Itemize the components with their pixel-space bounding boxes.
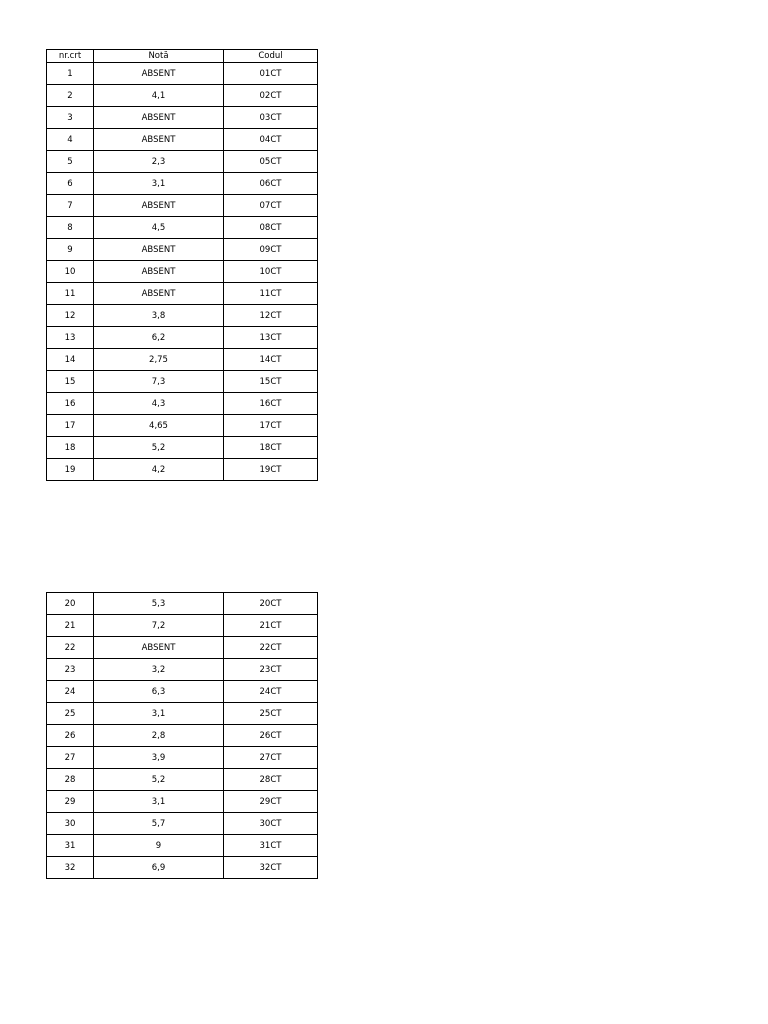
cell-codul: 14CT: [224, 349, 318, 371]
cell-codul: 15CT: [224, 371, 318, 393]
grades-table-1: [46, 49, 318, 481]
cell-codul: 06CT: [224, 173, 318, 195]
cell-codul: 03CT: [224, 107, 318, 129]
cell-codul: 10CT: [224, 261, 318, 283]
table-row: [47, 615, 318, 637]
header-codul: Codul: [224, 50, 318, 63]
cell-nr-crt: 30: [47, 813, 94, 835]
cell-nota: 7,2: [94, 615, 224, 637]
table-row: [47, 769, 318, 791]
cell-nr-crt: 11: [47, 283, 94, 305]
table-row: [47, 261, 318, 283]
cell-nota: ABSENT: [94, 261, 224, 283]
table-row: [47, 703, 318, 725]
cell-nr-crt: 7: [47, 195, 94, 217]
cell-codul: 13CT: [224, 327, 318, 349]
table-row: [47, 659, 318, 681]
cell-codul: 28CT: [224, 769, 318, 791]
table-row: [47, 349, 318, 371]
cell-nota: 5,7: [94, 813, 224, 835]
cell-nr-crt: 15: [47, 371, 94, 393]
cell-nr-crt: 1: [47, 63, 94, 85]
cell-codul: 25CT: [224, 703, 318, 725]
cell-codul: 09CT: [224, 239, 318, 261]
table-row: [47, 835, 318, 857]
table-row: [47, 327, 318, 349]
table-row: [47, 813, 318, 835]
header-nr-crt: nr.crt: [47, 50, 94, 63]
cell-nota: 6,9: [94, 857, 224, 879]
cell-nr-crt: 18: [47, 437, 94, 459]
table-row: [47, 129, 318, 151]
cell-nr-crt: 3: [47, 107, 94, 129]
table-row: [47, 85, 318, 107]
cell-nota: ABSENT: [94, 107, 224, 129]
table-row: [47, 305, 318, 327]
cell-codul: 31CT: [224, 835, 318, 857]
cell-codul: 02CT: [224, 85, 318, 107]
cell-nr-crt: 8: [47, 217, 94, 239]
cell-nota: 4,1: [94, 85, 224, 107]
cell-codul: 12CT: [224, 305, 318, 327]
cell-nota: 3,2: [94, 659, 224, 681]
cell-nr-crt: 32: [47, 857, 94, 879]
cell-codul: 07CT: [224, 195, 318, 217]
cell-nota: ABSENT: [94, 637, 224, 659]
cell-nr-crt: 22: [47, 637, 94, 659]
table-row: [47, 107, 318, 129]
cell-codul: 01CT: [224, 63, 318, 85]
cell-nr-crt: 16: [47, 393, 94, 415]
cell-nota: 2,3: [94, 151, 224, 173]
cell-codul: 08CT: [224, 217, 318, 239]
cell-nr-crt: 20: [47, 593, 94, 615]
cell-nota: 3,8: [94, 305, 224, 327]
table-row: [47, 283, 318, 305]
cell-nota: 7,3: [94, 371, 224, 393]
cell-nr-crt: 4: [47, 129, 94, 151]
cell-codul: 04CT: [224, 129, 318, 151]
cell-nota: ABSENT: [94, 195, 224, 217]
cell-codul: 19CT: [224, 459, 318, 481]
cell-nota: 3,1: [94, 703, 224, 725]
cell-nota: 4,5: [94, 217, 224, 239]
cell-nr-crt: 21: [47, 615, 94, 637]
cell-codul: 22CT: [224, 637, 318, 659]
cell-codul: 20CT: [224, 593, 318, 615]
cell-nota: 6,3: [94, 681, 224, 703]
cell-nota: 5,3: [94, 593, 224, 615]
cell-nr-crt: 10: [47, 261, 94, 283]
table-row: [47, 681, 318, 703]
cell-codul: 05CT: [224, 151, 318, 173]
table-row: [47, 371, 318, 393]
cell-nr-crt: 12: [47, 305, 94, 327]
table-row: [47, 217, 318, 239]
cell-nr-crt: 27: [47, 747, 94, 769]
cell-nota: ABSENT: [94, 283, 224, 305]
cell-codul: 11CT: [224, 283, 318, 305]
table-row: [47, 437, 318, 459]
header-nota: Notă: [94, 50, 224, 63]
cell-nr-crt: 19: [47, 459, 94, 481]
cell-codul: 27CT: [224, 747, 318, 769]
table-row: [47, 393, 318, 415]
cell-nr-crt: 25: [47, 703, 94, 725]
cell-nota: ABSENT: [94, 63, 224, 85]
cell-nr-crt: 2: [47, 85, 94, 107]
table-header-row: [47, 50, 318, 63]
cell-codul: 23CT: [224, 659, 318, 681]
cell-codul: 21CT: [224, 615, 318, 637]
cell-nota: 2,8: [94, 725, 224, 747]
cell-codul: 18CT: [224, 437, 318, 459]
table-row: [47, 151, 318, 173]
cell-codul: 26CT: [224, 725, 318, 747]
cell-codul: 30CT: [224, 813, 318, 835]
cell-nota: 4,3: [94, 393, 224, 415]
table-row: [47, 725, 318, 747]
table-row: [47, 593, 318, 615]
cell-nota: 2,75: [94, 349, 224, 371]
cell-nota: 6,2: [94, 327, 224, 349]
cell-nr-crt: 17: [47, 415, 94, 437]
cell-nota: 3,9: [94, 747, 224, 769]
cell-nota: 3,1: [94, 173, 224, 195]
cell-nr-crt: 28: [47, 769, 94, 791]
cell-nr-crt: 14: [47, 349, 94, 371]
cell-nr-crt: 29: [47, 791, 94, 813]
table-row: [47, 415, 318, 437]
cell-codul: 24CT: [224, 681, 318, 703]
cell-nota: 5,2: [94, 437, 224, 459]
table-row: [47, 173, 318, 195]
table-row: [47, 239, 318, 261]
cell-nr-crt: 6: [47, 173, 94, 195]
table-row: [47, 459, 318, 481]
cell-nr-crt: 24: [47, 681, 94, 703]
cell-nota: 9: [94, 835, 224, 857]
table-row: [47, 637, 318, 659]
cell-nota: ABSENT: [94, 129, 224, 151]
cell-codul: 16CT: [224, 393, 318, 415]
cell-nota: 3,1: [94, 791, 224, 813]
cell-nr-crt: 5: [47, 151, 94, 173]
table-row: [47, 195, 318, 217]
cell-nr-crt: 31: [47, 835, 94, 857]
cell-codul: 17CT: [224, 415, 318, 437]
cell-nota: ABSENT: [94, 239, 224, 261]
cell-nota: 4,2: [94, 459, 224, 481]
grades-table-2: [46, 592, 318, 879]
cell-nota: 4,65: [94, 415, 224, 437]
table-row: [47, 857, 318, 879]
table-row: [47, 791, 318, 813]
cell-codul: 32CT: [224, 857, 318, 879]
cell-nr-crt: 9: [47, 239, 94, 261]
cell-nr-crt: 23: [47, 659, 94, 681]
table-row: [47, 63, 318, 85]
table-row: [47, 747, 318, 769]
cell-nr-crt: 26: [47, 725, 94, 747]
cell-nr-crt: 13: [47, 327, 94, 349]
cell-nota: 5,2: [94, 769, 224, 791]
cell-codul: 29CT: [224, 791, 318, 813]
